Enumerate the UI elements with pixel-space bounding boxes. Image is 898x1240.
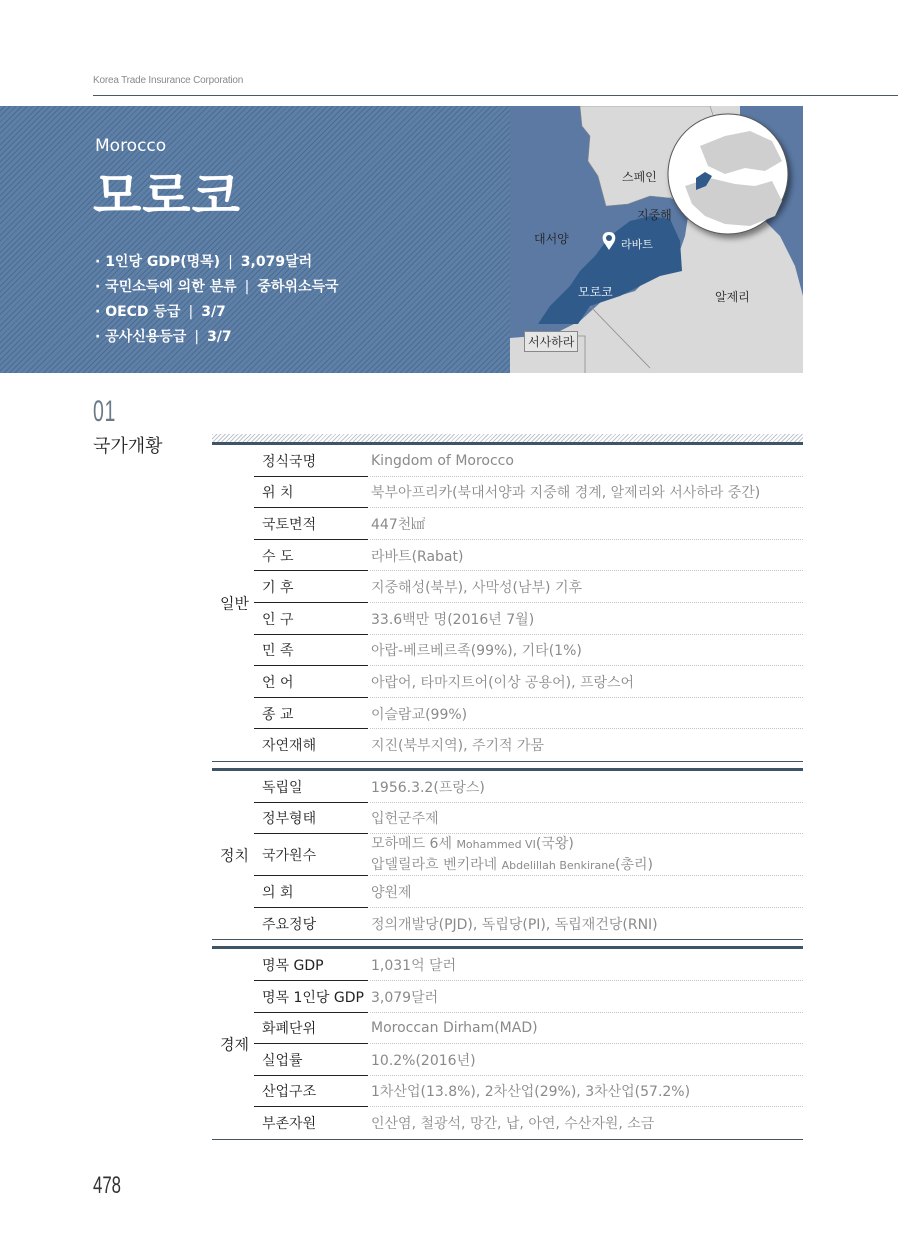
row-key: 산업구조 <box>262 1084 317 1101</box>
map-label-mediterranean: 지중해 <box>637 208 672 222</box>
row-key: 언 어 <box>262 674 294 691</box>
row-key: 정부형태 <box>262 811 317 828</box>
table-row <box>212 540 803 572</box>
separator: | <box>194 329 200 345</box>
table-row <box>212 1013 803 1045</box>
row-value <box>371 834 653 876</box>
row-value: 북부아프리카(북대서양과 지중해 경계, 알제리와 서사하라 중간) <box>371 485 761 502</box>
value-role: (총리) <box>615 857 654 874</box>
table-row <box>212 981 803 1013</box>
country-name-korean: 모로코 <box>93 167 241 225</box>
row-key: 민 족 <box>262 643 294 660</box>
table-row <box>212 1076 803 1108</box>
row-key: 정식국명 <box>262 453 317 470</box>
key-fact-value: 3,079달러 <box>240 254 313 270</box>
running-head: Korea Trade Insurance Corporation <box>93 75 244 86</box>
key-fact-label: · 국민소득에 의한 분류 <box>95 279 237 295</box>
table-row <box>212 666 803 698</box>
group-economy <box>212 949 803 1139</box>
table-row <box>212 698 803 730</box>
table-row <box>212 603 803 635</box>
row-key: 인 구 <box>262 611 294 628</box>
table-top-hatch <box>212 434 803 442</box>
row-value: 이슬람교(99%) <box>371 706 468 723</box>
group-label: 정치 <box>220 846 249 865</box>
value-role: (국왕) <box>535 836 574 853</box>
map-label-western-sahara: 서사하라 <box>524 331 578 352</box>
row-value: Moroccan Dirham(MAD) <box>371 1020 538 1037</box>
key-fact-value: 중하위소득국 <box>257 279 339 295</box>
key-fact <box>95 250 339 275</box>
row-value: 라바트(Rabat) <box>371 548 464 565</box>
table-row <box>212 1044 803 1076</box>
row-key: 부존자원 <box>262 1116 317 1133</box>
location-map <box>510 106 803 373</box>
key-facts-list <box>95 250 339 350</box>
row-key: 실업률 <box>262 1052 303 1069</box>
value-en: Mohammed VI <box>456 838 536 852</box>
key-fact-label: · OECD 등급 <box>95 304 181 320</box>
row-value: 1차산업(13.8%), 2차산업(29%), 3차산업(57.2%) <box>371 1084 691 1101</box>
row-value: 33.6백만 명(2016년 7월) <box>371 611 535 628</box>
row-key: 위 치 <box>262 485 294 502</box>
separator: | <box>188 304 194 320</box>
key-fact-label: · 1인당 GDP(명목) <box>95 254 221 270</box>
value-ko: 압델릴라흐 벤키라네 <box>371 857 498 874</box>
row-key: 수 도 <box>262 548 294 565</box>
key-fact <box>95 275 339 300</box>
table-row <box>212 508 803 540</box>
table-row <box>212 803 803 835</box>
key-fact <box>95 300 339 325</box>
table-row <box>212 635 803 667</box>
row-value: 10.2%(2016년) <box>371 1052 476 1069</box>
row-key: 종 교 <box>262 706 294 723</box>
country-overview-table <box>212 434 803 1140</box>
row-value: 입헌군주제 <box>371 811 439 828</box>
row-value: 양원제 <box>371 884 412 901</box>
section-number: 01 <box>93 395 116 428</box>
row-key: 국토면적 <box>262 516 317 533</box>
group-general <box>212 445 803 761</box>
table-row <box>212 729 803 761</box>
row-value: 정의개발당(PJD), 독립당(PI), 독립재건당(RNI) <box>371 916 658 933</box>
row-value: 1,031억 달러 <box>371 958 457 975</box>
row-value: 지중해성(북부), 사막성(남부) 기후 <box>371 580 583 597</box>
row-value: 3,079달러 <box>371 989 439 1006</box>
row-key: 화폐단위 <box>262 1021 317 1038</box>
row-value: 지진(북부지역), 주기적 가뭄 <box>371 738 545 755</box>
table-bottom-rule <box>212 1139 803 1140</box>
map-label-algeria: 알제리 <box>715 290 750 304</box>
table-row <box>212 949 803 981</box>
map-label-spain: 스페인 <box>622 170 657 184</box>
table-row <box>212 771 803 803</box>
map-label-morocco: 모로코 <box>578 285 613 299</box>
group-label: 일반 <box>220 594 249 613</box>
value-ko: 모하메드 6세 <box>371 836 452 853</box>
row-value: 1956.3.2(프랑스) <box>371 779 485 796</box>
row-value: 인산염, 철광석, 망간, 납, 아연, 수산자원, 소금 <box>371 1116 655 1133</box>
page-number: 478 <box>93 1172 122 1199</box>
row-key: 명목 GDP <box>262 958 324 975</box>
group-label: 경제 <box>220 1035 249 1054</box>
section-title: 국가개황 <box>93 436 163 457</box>
map-label-rabat: 라바트 <box>621 238 653 251</box>
row-key: 의 회 <box>262 884 294 901</box>
row-value: Kingdom of Morocco <box>371 452 514 469</box>
row-key: 명목 1인당 GDP <box>262 989 364 1006</box>
table-row <box>212 876 803 908</box>
separator: | <box>228 254 233 270</box>
head-of-state-line <box>371 836 574 852</box>
separator: | <box>244 279 250 295</box>
row-value: 447천㎢ <box>371 516 426 533</box>
table-row <box>212 1107 803 1139</box>
head-of-government-line <box>371 857 653 873</box>
table-row <box>212 908 803 940</box>
key-fact-value: 3/7 <box>201 304 226 320</box>
row-key: 기 후 <box>262 580 294 597</box>
table-row <box>212 571 803 603</box>
key-fact-label: · 공사신용등급 <box>95 329 187 345</box>
key-fact-value: 3/7 <box>207 329 232 345</box>
country-hero-banner <box>0 106 510 373</box>
row-key: 주요정당 <box>262 916 317 933</box>
row-key: 자연재해 <box>262 738 317 755</box>
header-rule <box>93 95 898 96</box>
table-row <box>212 834 803 876</box>
row-key: 국가원수 <box>262 848 317 865</box>
group-politics <box>212 771 803 939</box>
key-fact <box>95 325 339 350</box>
row-value: 아랍어, 타마지트어(이상 공용어), 프랑스어 <box>371 674 635 691</box>
table-row <box>212 445 803 477</box>
country-name-english: Morocco <box>95 136 167 156</box>
table-row <box>212 477 803 509</box>
row-value: 아랍-베르베르족(99%), 기타(1%) <box>371 643 582 660</box>
value-en: Abdelillah Benkirane <box>501 859 616 873</box>
map-label-atlantic: 대서양 <box>534 232 569 246</box>
row-key: 독립일 <box>262 779 303 796</box>
